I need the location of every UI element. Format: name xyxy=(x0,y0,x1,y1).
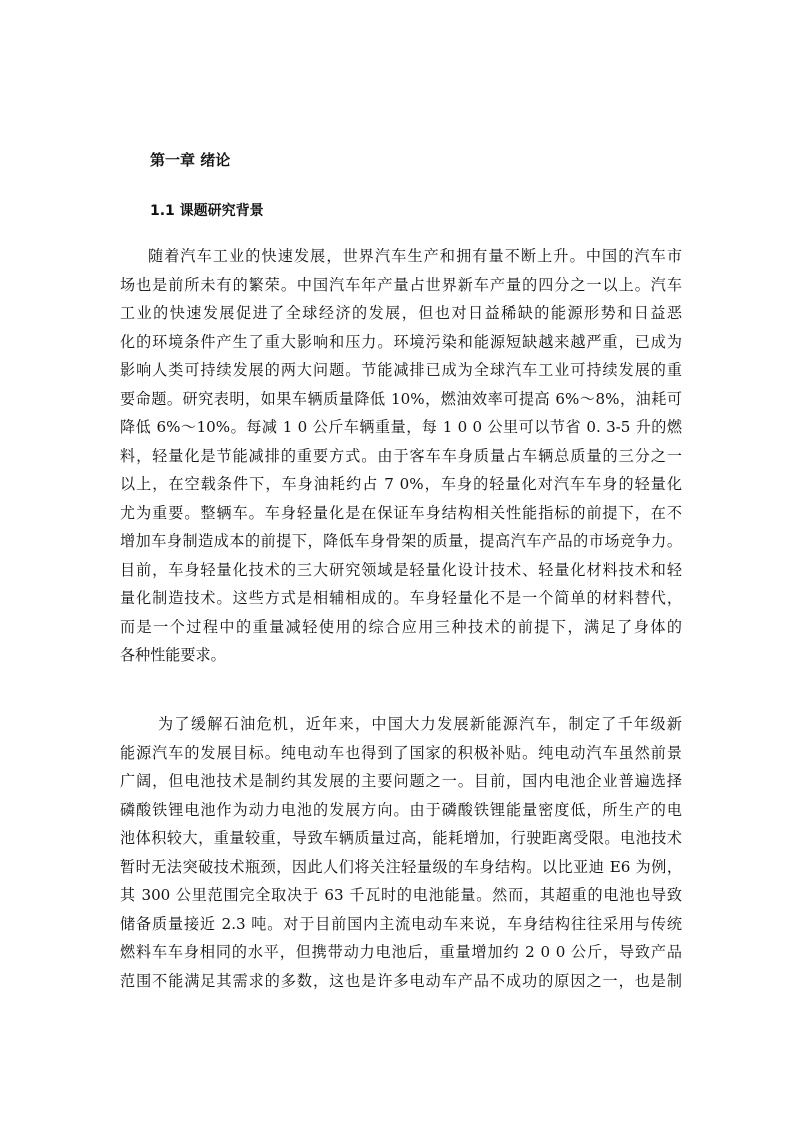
paragraph-line: 场也是前所未有的繁荣。中国汽车年产量占世界新车产量的四分之一以上。汽车 xyxy=(120,275,682,294)
paragraph-line: 料，轻量化是节能减排的重要方式。由于客车车身质量占车辆总质量的三分之一 xyxy=(120,446,682,465)
paragraph-line: 随着汽车工业的快速发展，世界汽车生产和拥有量不断上升。中国的汽车市 xyxy=(148,247,682,265)
chapter-title: 第一章 绪论 xyxy=(150,151,231,169)
paragraph-line: 增加车身制造成本的前提下，降低车身骨架的质量，提高汽车产品的市场竞争力。 xyxy=(120,532,682,550)
paragraph-background-1 xyxy=(120,242,682,670)
paragraph-line: 能源汽车的发展目标。纯电动车也得到了国家的积极补贴。纯电动汽车虽然前景 xyxy=(120,743,682,762)
paragraph-line: 影响人类可持续发展的两大问题。节能减排已成为全球汽车工业可持续发展的重 xyxy=(120,361,682,379)
paragraph-line: 广阔，但电池技术是制约其发展的主要问题之一。目前，国内电池企业普遍选择 xyxy=(120,772,682,790)
paragraph-line: 以上，在空载条件下，车身油耗约占 7 0%，车身的轻量化对汽车车身的轻量化 xyxy=(120,475,682,493)
paragraph-line: 范围不能满足其需求的多数，这也是许多电动车产品不成功的原因之一，也是制 xyxy=(120,971,682,990)
paragraph-line: 降低 6%～10%。每减 1 0 公斤车辆重量，每 1 0 0 公里可以节省 0. 3-5 升的燃 xyxy=(120,418,682,436)
section-title: 1.1 课题研究背景 xyxy=(150,203,264,219)
paragraph-line: 其 300 公里范围完全取决于 63 千瓦时的电池能量。然而，其超重的电池也导致 xyxy=(120,886,682,904)
paragraph-line: 要命题。研究表明，如果车辆质量降低 10%，燃油效率可提高 6%～8%，油耗可 xyxy=(120,389,682,408)
paragraph-line: 而是一个过程中的重量减轻使用的综合应用三种技术的前提下，满足了身体的 xyxy=(120,617,682,636)
paragraph-line: 暂时无法突破技术瓶颈，因此人们将关注轻量级的车身结构。以比亚迪 E6 为例， xyxy=(120,857,682,876)
paragraph-line: 燃料车车身相同的水平，但携带动力电池后，重量增加约 2 0 0 公斤，导致产品 xyxy=(120,943,682,961)
paragraph-line: 为了缓解石油危机，近年来，中国大力发展新能源汽车，制定了千年级新 xyxy=(158,715,682,733)
paragraph-line: 化的环境条件产生了重大影响和压力。环境污染和能源短缺越来越严重，已成为 xyxy=(120,332,682,351)
paragraph-line: 池体积较大，重量较重，导致车辆质量过高，能耗增加，行驶距离受限。电池技术 xyxy=(120,829,682,847)
paragraph-line: 储备质量接近 2.3 吨。对于目前国内主流电动车来说，车身结构往往采用与传统 xyxy=(120,914,682,933)
paragraph-line: 各种性能要求。 xyxy=(120,646,226,664)
paragraph-line: 磷酸铁锂电池作为动力电池的发展方向。由于磷酸铁锂能量密度低，所生产的电 xyxy=(120,800,682,819)
paragraph-line: 尤为重要。整辆车。车身轻量化是在保证车身结构相关性能指标的前提下，在不 xyxy=(120,503,682,522)
paragraph-background-2 xyxy=(120,710,682,995)
paragraph-line: 工业的快速发展促进了全球经济的发展，但也对日益稀缺的能源形势和日益恶 xyxy=(120,304,682,322)
paragraph-line: 目前，车身轻量化技术的三大研究领域是轻量化设计技术、轻量化材料技术和轻 xyxy=(120,560,682,579)
paragraph-line: 量化制造技术。这些方式是相辅相成的。车身轻量化不是一个简单的材料替代， xyxy=(120,589,682,607)
